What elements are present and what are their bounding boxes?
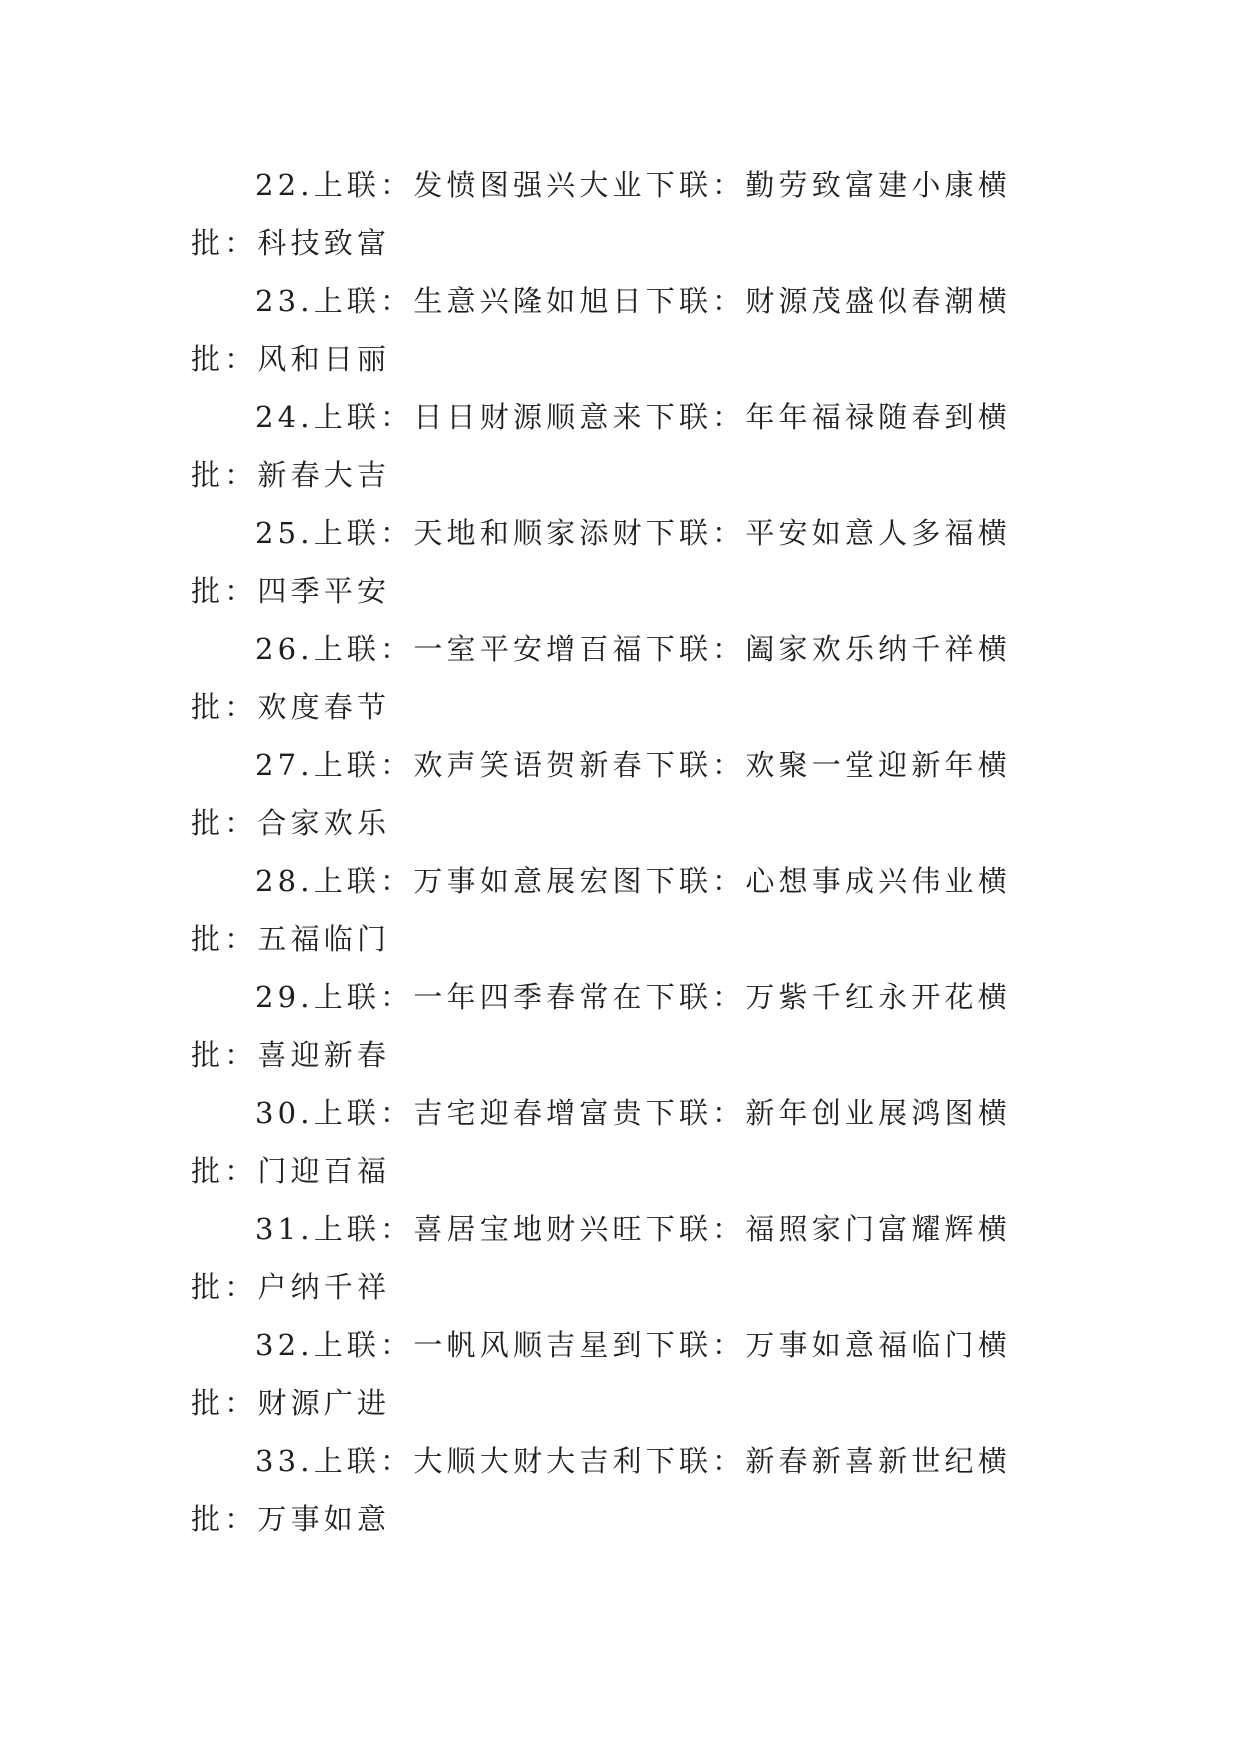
banner-text: 欢度春节 <box>257 690 391 724</box>
lower-label: 下联： <box>645 1328 746 1362</box>
upper-label: 上联： <box>313 632 414 666</box>
banner-label: 横批： <box>191 632 1011 724</box>
banner-text: 万事如意 <box>257 1502 391 1536</box>
banner-label: 横批： <box>191 284 1011 376</box>
couplet-entry-24 <box>191 388 1071 504</box>
entry-number: 29. <box>255 980 314 1014</box>
upper-line: 发愤图强兴大业 <box>413 168 646 202</box>
lower-label: 下联： <box>645 516 746 550</box>
upper-label: 上联： <box>313 284 414 318</box>
upper-label: 上联： <box>313 1444 414 1478</box>
banner-text: 新春大吉 <box>257 458 391 492</box>
lower-label: 下联： <box>645 748 746 782</box>
upper-line: 一帆风顺吉星到 <box>413 1328 646 1362</box>
upper-line: 喜居宝地财兴旺 <box>413 1212 646 1246</box>
lower-label: 下联： <box>645 284 746 318</box>
banner-text: 风和日丽 <box>257 342 391 376</box>
lower-line: 平安如意人多福 <box>745 516 978 550</box>
couplet-entry-29 <box>191 968 1071 1084</box>
lower-line: 财源茂盛似春潮 <box>745 284 978 318</box>
couplet-entry-25 <box>191 504 1071 620</box>
lower-label: 下联： <box>645 1212 746 1246</box>
lower-line: 阖家欢乐纳千祥 <box>745 632 978 666</box>
banner-text: 四季平安 <box>257 574 391 608</box>
couplet-entry-22 <box>191 156 1071 272</box>
couplet-list <box>191 156 1071 1548</box>
entry-number: 33. <box>255 1444 314 1478</box>
banner-text: 门迎百福 <box>257 1154 391 1188</box>
lower-label: 下联： <box>645 168 746 202</box>
upper-line: 一室平安增百福 <box>413 632 646 666</box>
lower-label: 下联： <box>645 1096 746 1130</box>
upper-line: 生意兴隆如旭日 <box>413 284 646 318</box>
lower-line: 万紫千红永开花 <box>745 980 978 1014</box>
entry-number: 25. <box>255 516 314 550</box>
upper-label: 上联： <box>313 168 414 202</box>
lower-label: 下联： <box>645 980 746 1014</box>
couplet-entry-23 <box>191 272 1071 388</box>
lower-line: 新年创业展鸿图 <box>745 1096 978 1130</box>
entry-number: 30. <box>255 1096 314 1130</box>
upper-label: 上联： <box>313 400 414 434</box>
banner-text: 五福临门 <box>257 922 391 956</box>
banner-text: 合家欢乐 <box>257 806 391 840</box>
lower-line: 福照家门富耀辉 <box>745 1212 978 1246</box>
banner-label: 横批： <box>191 1212 1011 1304</box>
banner-label: 横批： <box>191 516 1011 608</box>
upper-label: 上联： <box>313 980 414 1014</box>
entry-number: 27. <box>255 748 314 782</box>
banner-label: 横批： <box>191 1096 1011 1188</box>
couplet-entry-26 <box>191 620 1071 736</box>
couplet-entry-31 <box>191 1200 1071 1316</box>
banner-label: 横批： <box>191 980 1011 1072</box>
entry-number: 32. <box>255 1328 314 1362</box>
banner-label: 横批： <box>191 864 1011 956</box>
upper-line: 万事如意展宏图 <box>413 864 646 898</box>
entry-number: 23. <box>255 284 314 318</box>
entry-number: 31. <box>255 1212 314 1246</box>
lower-line: 勤劳致富建小康 <box>745 168 978 202</box>
upper-label: 上联： <box>313 748 414 782</box>
upper-label: 上联： <box>313 1328 414 1362</box>
upper-line: 一年四季春常在 <box>413 980 646 1014</box>
upper-label: 上联： <box>313 1096 414 1130</box>
upper-label: 上联： <box>313 864 414 898</box>
upper-label: 上联： <box>313 1212 414 1246</box>
upper-line: 吉宅迎春增富贵 <box>413 1096 646 1130</box>
entry-number: 24. <box>255 400 314 434</box>
banner-text: 喜迎新春 <box>257 1038 391 1072</box>
entry-number: 22. <box>255 168 314 202</box>
banner-label: 横批： <box>191 400 1011 492</box>
lower-line: 年年福禄随春到 <box>745 400 978 434</box>
couplet-entry-32 <box>191 1316 1071 1432</box>
couplet-entry-30 <box>191 1084 1071 1200</box>
lower-label: 下联： <box>645 864 746 898</box>
upper-line: 天地和顺家添财 <box>413 516 646 550</box>
lower-line: 欢聚一堂迎新年 <box>745 748 978 782</box>
lower-label: 下联： <box>645 632 746 666</box>
banner-text: 科技致富 <box>257 226 391 260</box>
lower-line: 心想事成兴伟业 <box>745 864 978 898</box>
entry-number: 26. <box>255 632 314 666</box>
lower-line: 万事如意福临门 <box>745 1328 978 1362</box>
upper-line: 欢声笑语贺新春 <box>413 748 646 782</box>
entry-number: 28. <box>255 864 314 898</box>
couplet-entry-27 <box>191 736 1071 852</box>
lower-label: 下联： <box>645 400 746 434</box>
lower-line: 新春新喜新世纪 <box>745 1444 978 1478</box>
banner-text: 财源广进 <box>257 1386 391 1420</box>
upper-label: 上联： <box>313 516 414 550</box>
couplet-entry-33 <box>191 1432 1071 1548</box>
upper-line: 大顺大财大吉利 <box>413 1444 646 1478</box>
upper-line: 日日财源顺意来 <box>413 400 646 434</box>
banner-label: 横批： <box>191 168 1011 260</box>
banner-label: 横批： <box>191 1328 1011 1420</box>
banner-text: 户纳千祥 <box>257 1270 391 1304</box>
banner-label: 横批： <box>191 748 1011 840</box>
banner-label: 横批： <box>191 1444 1011 1536</box>
lower-label: 下联： <box>645 1444 746 1478</box>
couplet-entry-28 <box>191 852 1071 968</box>
